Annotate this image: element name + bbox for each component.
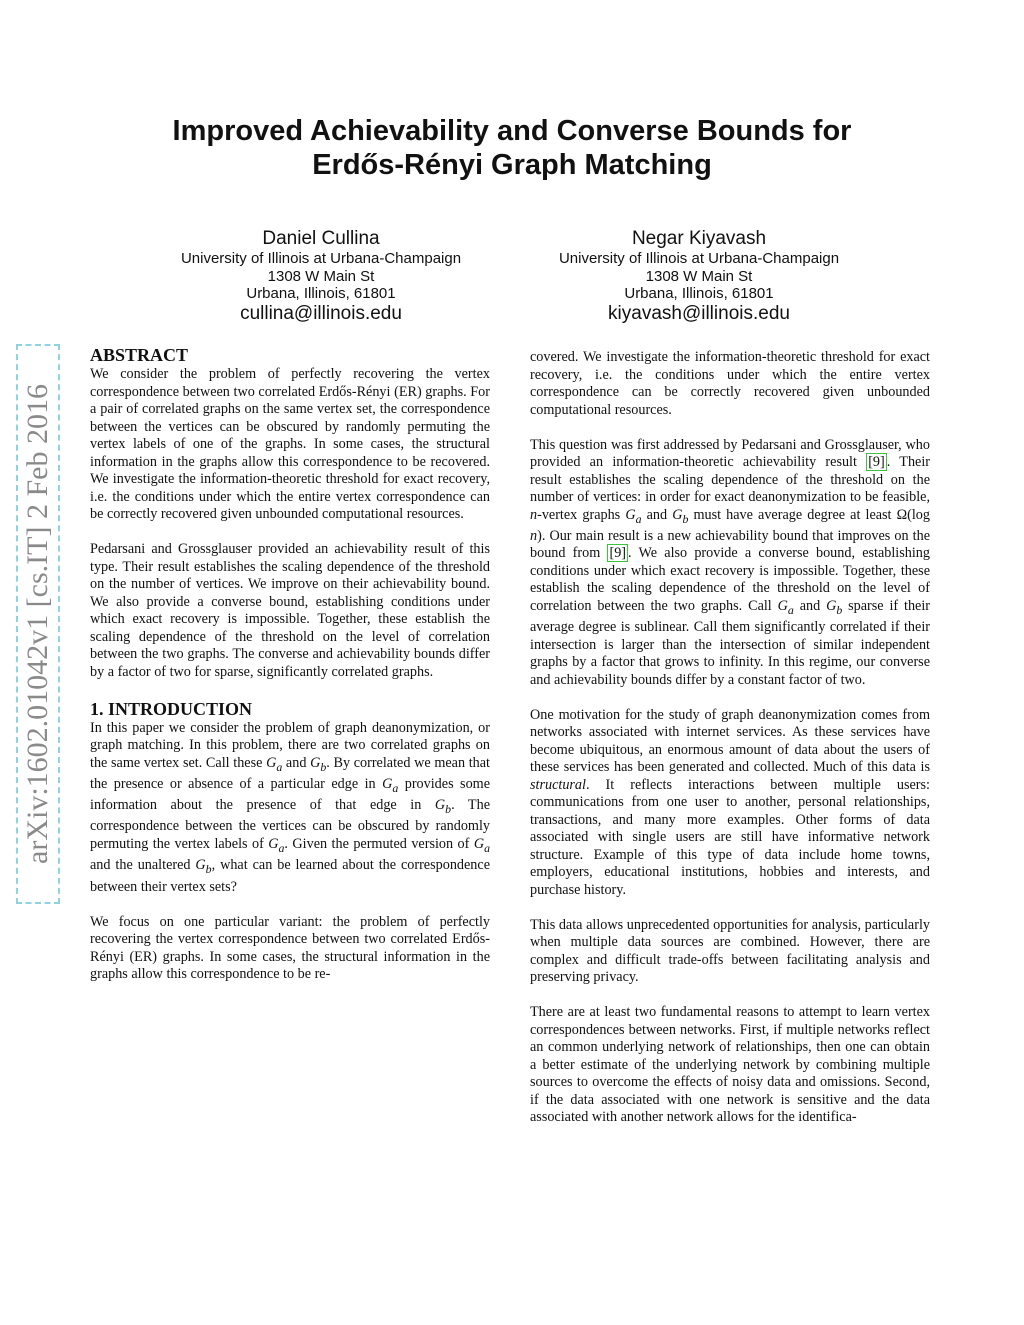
title-line-2: Erdős-Rényi Graph Matching (312, 149, 712, 181)
intro-paragraph-2-continued: covered. We investigate the information-theoretic threshold for exact recovery, i.e. the conditions under which the entire vertex correspondence can be correctly recovered given unbounded computational resources. (530, 349, 930, 418)
author-city: Urbana, Illinois, 61801 (246, 285, 396, 302)
citation-link[interactable]: [9] (868, 454, 885, 470)
author-block-2 (489, 228, 909, 325)
left-column (90, 345, 490, 1001)
intro-paragraph-2: We focus on one particular variant: the problem of perfectly recovering the vertex correspondence between two correlated Erdős-Rényi (ER) graphs. In some cases, the structural information in the graphs allow this correspondence to be re- (90, 913, 490, 983)
author-block-1 (111, 228, 531, 325)
citation-link[interactable]: [9] (609, 545, 627, 562)
intro-paragraph-4: One motivation for the study of graph deanonymization comes from networks associated with internet services. As these services have become ubiquitous, an enormous amount of data about the users of these services has been generated and collected. Much of this data is structural. It reflects interactions between multiple users: communications from one user to another, personal relationships, transactions, and many more examples. Other forms of data associated with single users are still have informative network structure. Example of this type of data include home towns, employers, educational institutions, hobbies and interests, and purchase history. (530, 706, 930, 898)
author-street: 1308 W Main St (267, 267, 375, 285)
title-line-1: Improved Achievability and Converse Bounds for (172, 115, 852, 147)
intro-paragraph-1: In this paper we consider the problem of graph deanonymization, or graph matching. In this problem, there are two correlated graphs on the same vertex set. Call these $G_a$ and $G_b$. By correlated we mean that the presence or absence of a particular edge in $G_a$ provides some information about the presence of that edge in $G_b$. The correspondence between the vertices can be obscured by randomly permuting the vertex labels of $G_a$. Given the permuted version of $G_a$ and the unaltered $G_b$, what can be learned about the correspondence between their vertex sets? (90, 719, 490, 895)
abstract-heading: ABSTRACT (90, 345, 189, 365)
author-affiliation: University of Illinois at Urbana-Champaign (180, 250, 462, 267)
right-column (530, 349, 930, 1144)
author-name: Negar Kiyavash (631, 228, 767, 249)
author-street: 1308 W Main St (645, 267, 753, 285)
intro-paragraph-6: There are at least two fundamental reasons to attempt to learn vertex correspondences between networks. First, if multiple networks reflect an common underlying network of relationships, then one can obtain a better estimate of the underlying network by combining multiple sources to overcome the effects of noisy data and omissions. Second, if the data associated with one network is sensitive and the data associated with another network allows for the identifica- (530, 1004, 930, 1126)
author-city: Urbana, Illinois, 61801 (624, 285, 774, 302)
paper-title (0, 114, 1024, 182)
arxiv-stamp-text[interactable]: arXiv:1602.01042v1 [cs.IT] 2 Feb 2016 (21, 384, 54, 864)
introduction-heading: 1. INTRODUCTION (90, 698, 253, 719)
abstract-paragraph-2: Pedarsani and Grossglauser provided an achievability result of this type. Their result establishes the scaling dependence of the threshold on the number of vertices. We improve on their achievability bound. We also provide a converse bound, establishing conditions under which exact recovery is impossible. Together, these establish the scaling dependence of the threshold on the level of correlation between the two graphs. The converse and achievability bounds differ by a factor of two for sparse, significantly correlated graphs. (90, 541, 490, 680)
author-email[interactable]: cullina@illinois.edu (240, 302, 402, 324)
intro-paragraph-3: This question was first addressed by Pedarsani and Grossglauser, who provided an information-theoretic achievability result [9] . Their result establishes the scaling dependence of the threshold on the number of vertices: in order for exact deanonymization to be feasible, n-vertex graphs $G_a$ and $G_b$ must have average degree at least Ω(log n). Our main result is a new achievability bound that improves on the bound from [9] . We also provide a converse bound, establishing conditions under which exact recovery is impossible. Together, these establish the scaling dependence of the threshold on the level of correlation between the two graphs. Call $G_a$ and $G_b$ sparse if their average degree is sublinear. Call them significantly correlated if their intersection is larger than the intersection of similar independent graphs by a factor that grows to infinity. In this regime, our converse and achievability bounds differ by a constant factor of two. (530, 436, 930, 688)
intro-paragraph-5: This data allows unprecedented opportunities for analysis, particularly when multiple data sources are combined. However, there are complex and difficult trade-offs between facilitating analysis and preserving privacy. (530, 916, 930, 986)
abstract-paragraph-1: We consider the problem of perfectly recovering the vertex correspondence between two correlated Erdős-Rényi (ER) graphs. For a pair of correlated graphs on the same vertex set, the correspondence between the vertices can be obscured by randomly permuting the vertex labels of one of the graphs. In some cases, the structural information in the graphs allow this correspondence to be recovered. We investigate the information-theoretic threshold for exact recovery, i.e. the conditions under which the entire vertex correspondence can be correctly recovered given unbounded computational resources. (90, 366, 490, 522)
author-affiliation: University of Illinois at Urbana-Champaign (558, 250, 840, 267)
arxiv-stamp (16, 344, 64, 904)
author-email[interactable]: kiyavash@illinois.edu (608, 302, 790, 324)
author-name: Daniel Cullina (262, 228, 380, 249)
